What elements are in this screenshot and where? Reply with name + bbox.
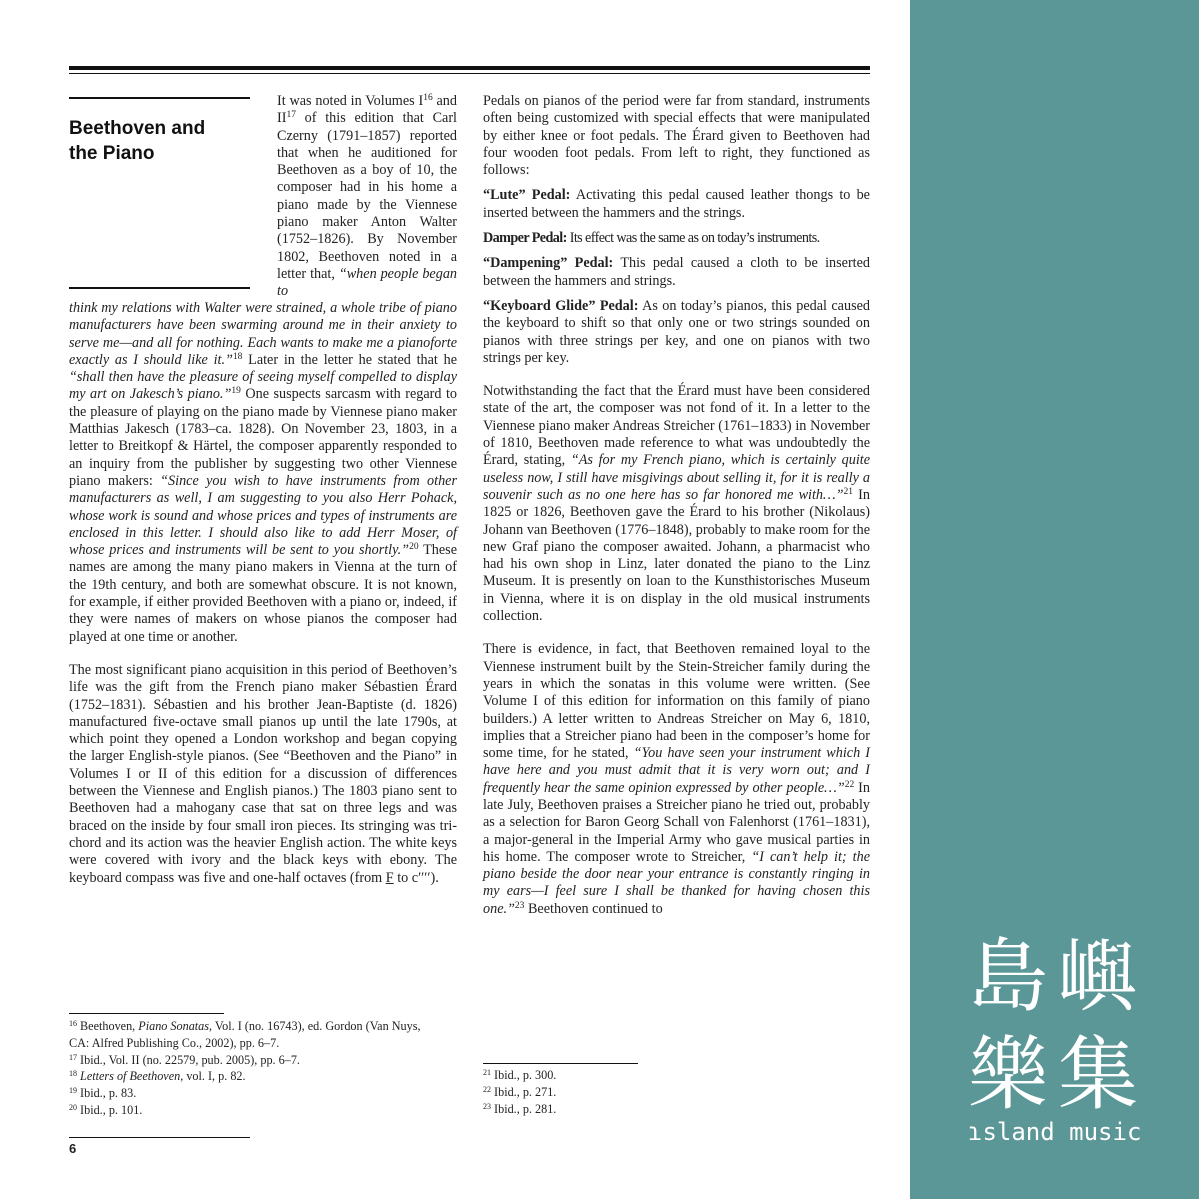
intro-paragraph: It was noted in Volumes $I^{16}$ and II$^{17}$ of this edition that Carl Czerny (1791–1857) reported that when he auditioned for Beethoven as a boy of 10, the composer had in his home a piano made by the Viennese piano maker Anton Walter (1752–1826). By November 1802, Beethoven noted in a letter that, “when people began to: [277, 93, 458, 300]
pedal-dampening: “Dampening” Pedal: This pedal caused a cloth to be inserted between the hammers and strings.: [483, 255, 871, 289]
heading-rule-top: [69, 97, 250, 99]
heading-rule-bottom: [69, 287, 250, 289]
left-paragraph-1: think my relations with Walter were strained, a whole tribe of piano manufacturers have been swarming around me in their anxiety to serve me—and all for nothing. Each wants to make me a pianoforte exactly as I should like it.”$^{18}$ Later in the letter he stated that he “shall then have the pleasure of seeing myself compelled to display my art on Jakesch’s piano.”$^{19}$ One suspects sarcasm with regard to the pleasure of playing on the piano made by Viennese piano maker Matthias Jakesch (1783–ca. 1828). On November 23, 1803, in a letter to Breitkopf & Härtel, the composer apparently responded to an inquiry from the publisher by suggesting two other Viennese piano makers: “Since you wish to have instruments from other manufacturers as well, I am suggesting to you also Herr Pohack, whose work is sound and whose prices and types of instruments are enclosed in this letter. I should also like to add Herr Moser, of whose prices and instruments will be sent to you shortly.”$^{20}$ These names are among the many piano makers in Vienna at the turn of the 19th century, and both are somewhat obscure. It is not known, for example, if either provided Beethoven with a piano or, indeed, if they were names of makers on whose pianos the composer had played at one time or another.: [69, 300, 458, 645]
top-rule-thin: [69, 73, 870, 74]
footnote-rule-right: [483, 1063, 638, 1064]
right-paragraph-3: There is evidence, in fact, that Beethoven remained loyal to the Viennese instrument built by the Stein-Streicher family during the years in which the sonatas in this volume were written. (See Volume I of this edition for information on this family of piano builders.) A letter written to Andreas Streicher on May 6, 1810, implies that a Streicher piano had been in the composer’s home for some time, for he stated, “You have seen your instrument which I have here and you must admit that it is very worn out; and I frequently hear the same opinion expressed by other people…”$^{22}$ In late July, Beethoven praises a Streicher piano he tried out, probably as a selection for Baron Georg Schall von Falenhorst (1761–1831), a major-general in the Imperial Army who gave musical parties in his home. The composer wrote to Streicher, “I can’t help it; the piano beside the door near your entrance is constantly ringing in my ears—I feel sure I shall be thanked for having chosen this one.”$^{23}$ Beethoven continued to: [483, 641, 871, 917]
left-column: [69, 300, 457, 887]
footnote-22: $^{22}$ Ibid., p. 271.: [483, 1084, 557, 1099]
footnote-23: $^{23}$ Ibid., p. 281.: [483, 1101, 557, 1116]
island-music-logo-text: ɿsland music: [968, 1118, 1142, 1146]
right-paragraph-1: Pedals on pianos of the period were far from standard, instruments often being customized with special effects that were manipulated by either knee or foot pedals. The Érard given to Beethoven had four wooden foot pedals. From left to right, they functioned as follows:: [483, 93, 870, 179]
footnote-18: $^{18}$ Letters of Beethoven, vol. I, p. 82.: [69, 1069, 246, 1084]
page-number-rule: [69, 1137, 250, 1138]
pedal-lute: “Lute” Pedal: Activating this pedal caused leather thongs to be inserted between the hammers and the strings.: [483, 187, 870, 221]
intro-column: [277, 93, 457, 301]
left-paragraph-2: The most significant piano acquisition in this period of Beethoven’s life was the gift from the French piano maker Sébastien Érard (1752–1831). Sébastien and his brother Jean-Baptiste (d. 1826) manufactured five-octave small pianos up until the late 1790s, at which point they opened a London workshop and began copying the larger English-style pianos. (See “Beethoven and the Piano” in Volumes I or II of this edition for a discussion of differences between the Viennese and English pianos.) The 1803 piano sent to Beethoven had a mahogany case that sat on three legs and was braced on the inside by four small iron pieces. Its stringing was tri-chord and its action was the heavier English action. The white keys were covered with ivory and the black keys with ebony. The keyboard compass was five and one-half octaves (from F to c′′′′).: [69, 661, 457, 886]
footnote-17: $^{17}$ Ibid., Vol. II (no. 22579, pub. 2005), pp. 6–7.: [69, 1052, 300, 1067]
brand-sidebar: [910, 0, 1199, 1199]
footnote-rule-left: [69, 1013, 224, 1014]
section-heading: [69, 116, 244, 166]
page-number: 6: [69, 1141, 77, 1156]
footnote-20: $^{20}$ Ibid., p. 101.: [69, 1102, 143, 1117]
footnote-16: $^{16}$ Beethoven, Piano Sonatas, Vol. I (no. 16743), ed. Gordon (Van Nuys,: [69, 1019, 421, 1033]
top-rule: [69, 66, 870, 70]
footnotes-left: [69, 1018, 469, 1119]
pedal-keyboard-glide: “Keyboard Glide” Pedal: As on today’s pianos, this pedal caused the keyboard to shift so that only one or two strings sounded on pianos with three strings per key, and one on pianos with two strings per key.: [483, 297, 870, 366]
footnote-19: $^{19}$ Ibid., p. 83.: [69, 1086, 137, 1101]
pedal-damper: Damper Pedal: Its effect was the same as on today’s instruments.: [483, 230, 820, 247]
footnotes-right: [483, 1067, 783, 1117]
island-music-logo-cjk: 島嶼樂集: [968, 930, 1148, 1121]
heading-line-1: Beethoven and: [69, 118, 206, 139]
right-paragraph-2: Notwithstanding the fact that the Érard must have been considered state of the art, the composer was not fond of it. In a letter to the Viennese piano maker Andreas Streicher (1761–1833) in November of 1810, Beethoven made reference to what was undoubtedly the Érard, stating, “As for my French piano, which is certainly quite useless now, I still have misgivings about selling it, for it is really a souvenir such as no one here has so far honored me with…”$^{21}$ In 1825 or 1826, Beethoven gave the Érard to his brother (Nikolaus) Johann van Beethoven (1776–1848), probably to make room for the new Graf piano the composer awaited. Johann, a pharmacist who had his own shop in Linz, later donated the piano to the Linz Museum. It is presently on loan to the Kunsthistorisches Museum in Vienna, where it is on display in the old musical instruments collection.: [483, 383, 870, 625]
footnote-16-cont: CA: Alfred Publishing Co., 2002), pp. 6–7.: [69, 1035, 280, 1050]
right-column: [483, 93, 870, 918]
footnote-21: $^{21}$ Ibid., p. 300.: [483, 1068, 557, 1082]
heading-line-2: the Piano: [69, 143, 155, 164]
